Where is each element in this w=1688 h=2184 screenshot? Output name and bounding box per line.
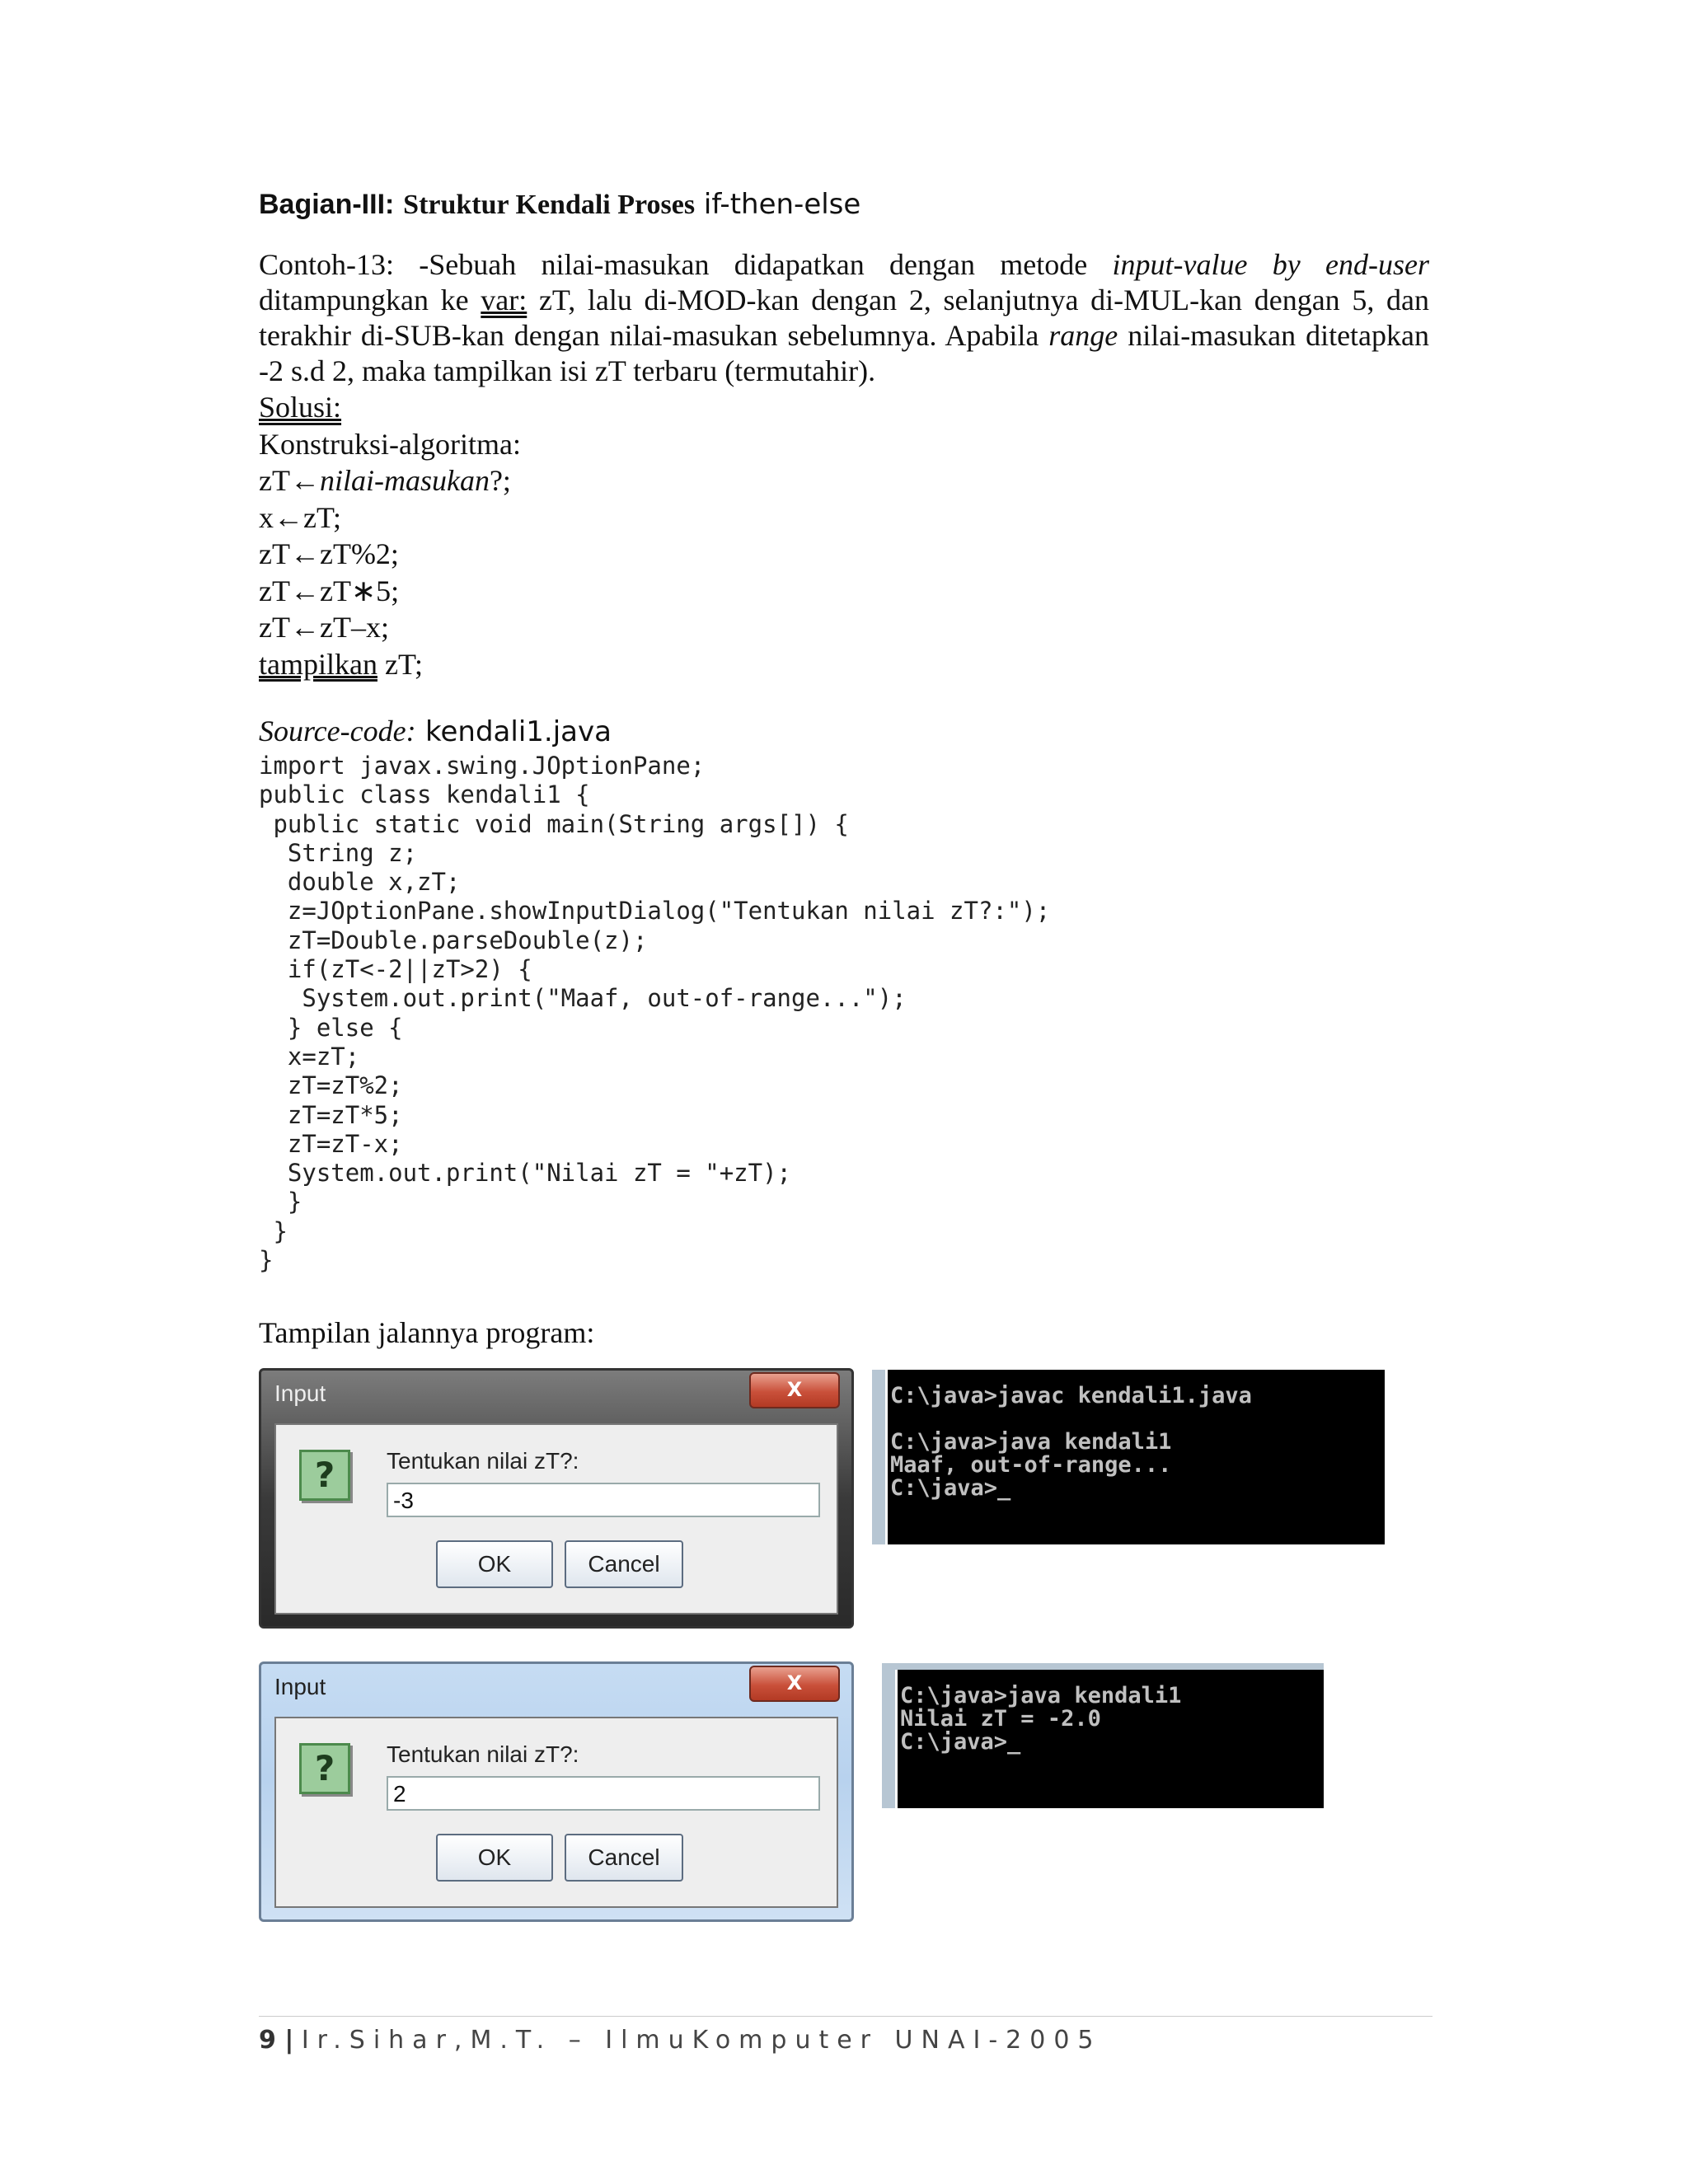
cancel-button[interactable]: Cancel (565, 1834, 683, 1882)
algorithm-line: zT←zT%2; (259, 537, 399, 570)
algorithm-line: zT←zT–x; (259, 611, 389, 644)
source-code-listing: import javax.swing.JOptionPane; public class kendali1 { public static void main(String args[]) { String z; double x,zT; z=JOptionPane.showInputDialog("Tentukan nilai zT?:"); zT=Double.parseDouble(z); if(zT<-2||zT>2) { System.out.print("Maaf, out-of-range..."); } else { x=zT; zT=zT%2; zT=zT*5; zT=zT-x; System.out.print("Nilai zT = "+zT); } } } (259, 752, 1051, 1275)
console-output: C:\java>java kendali1 Nilai zT = -2.0 C:\java>_ (900, 1683, 1182, 1755)
problem-paragraph (259, 247, 1429, 389)
console-window-1 (872, 1370, 1385, 1544)
algorithm-line: zT←nilai-masukan?; (259, 464, 511, 497)
close-button[interactable]: X (749, 1666, 840, 1702)
ok-button[interactable]: OK (436, 1834, 553, 1882)
algorithm-line: zT←zT∗5; (259, 574, 400, 607)
page-number: 9 | (259, 2026, 294, 2055)
source-code-label: Source-code: kendali1.java (259, 715, 612, 748)
input-dialog-2 (259, 1661, 854, 1922)
algorithm-line: x←zT; (259, 500, 341, 534)
footer-author: Ir.Sihar,M.T. – IlmuKomputer UNAI-2005 (301, 2026, 1102, 2055)
console-window-edge (882, 1670, 898, 1808)
console-output: C:\java>javac kendali1.java C:\java>java kendali1 Maaf, out-of-range... C:\java>_ (890, 1383, 1252, 1501)
algorithm-line: tampilkan zT; (259, 647, 423, 681)
source-filename: kendali1.java (425, 715, 612, 748)
dialog-prompt: Tentukan nilai zT?: (387, 1448, 579, 1474)
algorithm-title: Konstruksi-algoritma: (259, 427, 521, 461)
algorithm-block (259, 389, 521, 682)
input-dialog-1 (259, 1368, 854, 1629)
console-window-edge (872, 1370, 888, 1544)
paragraph-text-1: Contoh-13: -Sebuah nilai-masukan didapatkan dengan metode (259, 248, 1088, 281)
dialog-title: Input (274, 1674, 326, 1699)
value-input[interactable]: -3 (387, 1483, 820, 1517)
paragraph-text-3: zT, lalu di-MOD-kan dengan 2, selanjutnya di-MUL-kan dengan 5, dan terakhir di-SUB-kan dengan nilai-masukan sebelumnya. Apabila (259, 284, 1430, 352)
dialog-body (274, 1423, 838, 1615)
heading-part-label: Bagian-III: (259, 189, 395, 220)
dialog-body (274, 1717, 838, 1908)
paragraph-italic-2: range (1048, 319, 1118, 352)
paragraph-var: var: (481, 284, 528, 316)
paragraph-text-2: ditampungkan ke (259, 284, 469, 316)
heading-keyword: if-then-else (703, 188, 861, 221)
question-icon: ? (299, 1450, 350, 1501)
section-heading (259, 188, 860, 221)
question-icon: ? (299, 1743, 350, 1794)
footer-divider (259, 2016, 1432, 2017)
cancel-button[interactable]: Cancel (565, 1540, 683, 1588)
program-run-caption: Tampilan jalannya program: (259, 1316, 595, 1349)
dialog-prompt: Tentukan nilai zT?: (387, 1741, 579, 1767)
page-footer (259, 2026, 1102, 2055)
dialog-title: Input (274, 1380, 326, 1406)
close-button[interactable]: X (749, 1372, 840, 1408)
paragraph-text-4: nilai-masukan ditetapkan -2 s.d 2, maka tampilkan isi zT terbaru (termutahir). (259, 319, 1430, 387)
value-input[interactable]: 2 (387, 1776, 820, 1811)
ok-button[interactable]: OK (436, 1540, 553, 1588)
paragraph-italic-1: input-value by end-user (1112, 248, 1429, 281)
console-window-2 (882, 1663, 1324, 1808)
heading-title: Struktur Kendali Proses (403, 190, 696, 220)
solution-label: Solusi: (259, 391, 342, 424)
